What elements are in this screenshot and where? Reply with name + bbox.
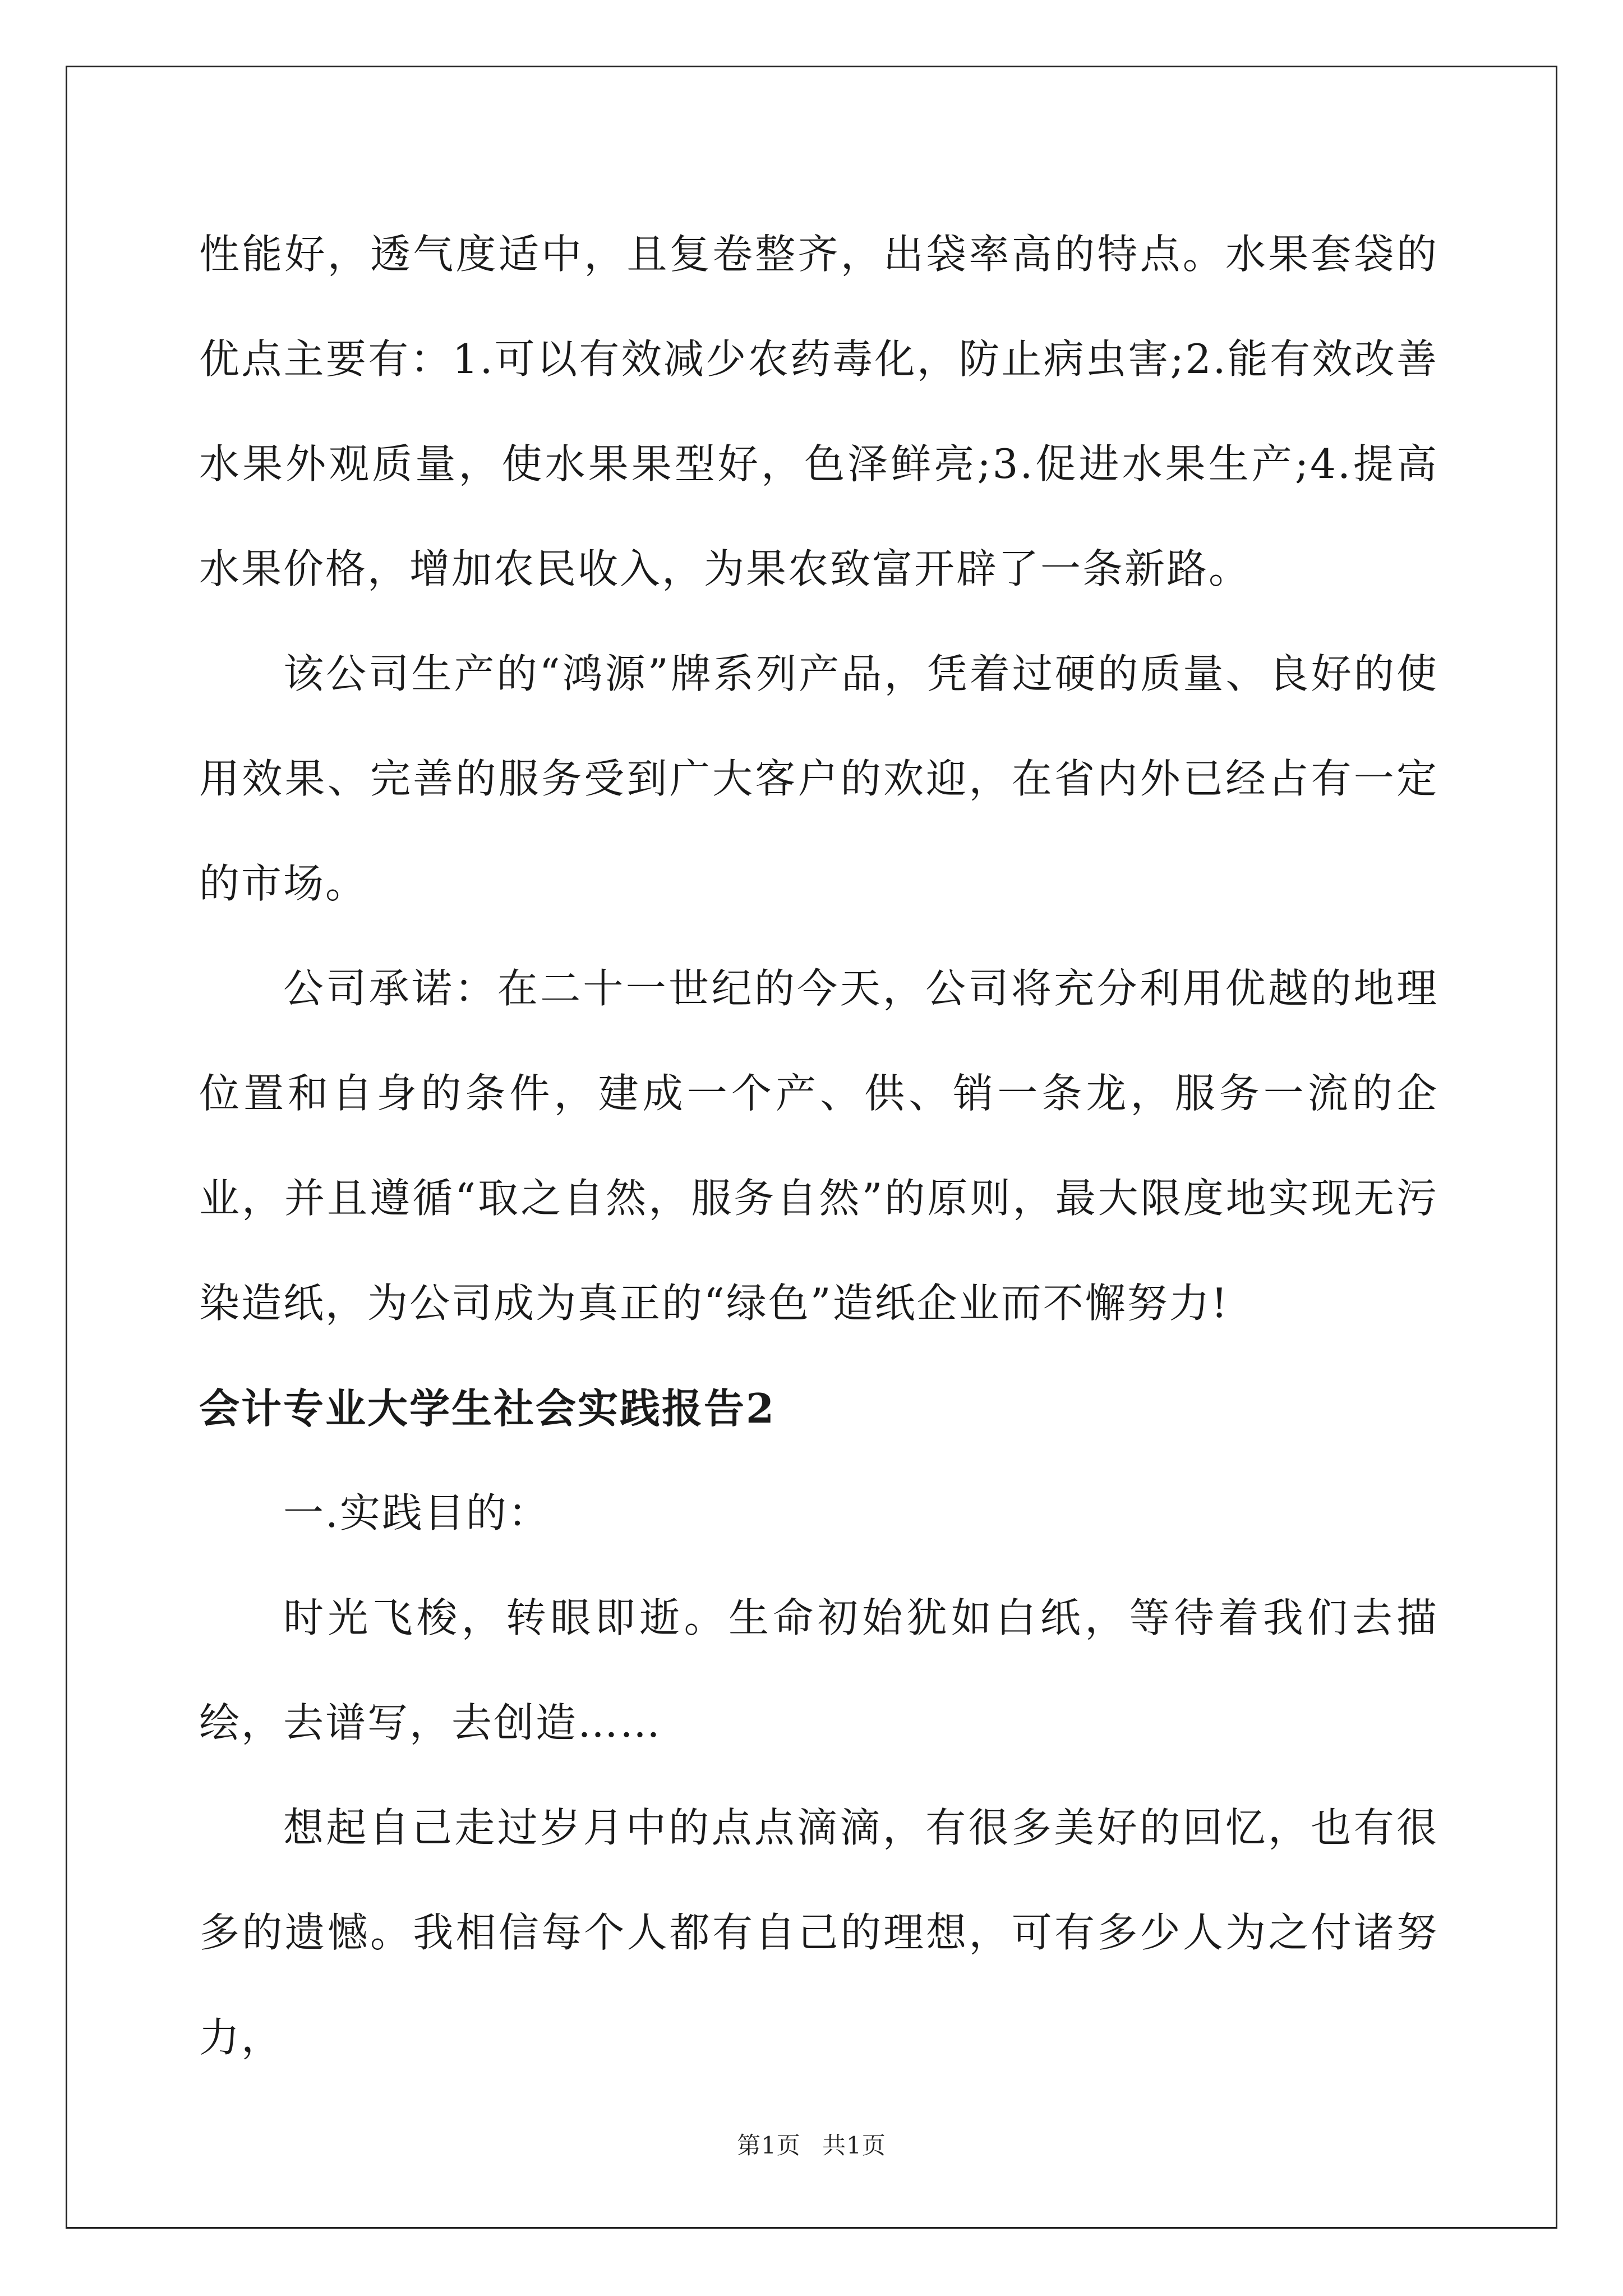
paragraph-1: 性能好，透气度适中，且复卷整齐，出袋率高的特点。水果套袋的优点主要有：1.可以有效减少农药毒化，防止病虫害;2.能有效改善水果外观质量，使水果果型好，色泽鲜亮;3.促进水果生产;4.提高水果价格，增加农民收入，为果农致富开辟了一条新路。 (199, 231, 1438, 592)
paragraph-3: 公司承诺：在二十一世纪的今天，公司将充分利用优越的地理位置和自身的条件，建成一个产、供、销一条龙，服务一流的企业，并且遵循“取之自然，服务自然”的原则，最大限度地实现无污染造纸，为公司成为真正的“绿色”造纸企业而不懈努力! (199, 965, 1438, 1327)
paragraph-4: 一.实践目的： (283, 1489, 550, 1536)
page-total: 共1页 (822, 2132, 886, 2159)
section-heading: 会计专业大学生社会实践报告2 (199, 1384, 776, 1432)
paragraph-2: 该公司生产的“鸿源”牌系列产品，凭着过硬的质量、良好的使用效果、完善的服务受到广大客户的欢迎，在省内外已经占有一定的市场。 (199, 650, 1438, 907)
page-footer (0, 2127, 1623, 2161)
document-body (199, 202, 1438, 2090)
paragraph-5: 时光飞梭，转眼即逝。生命初始犹如白纸，等待着我们去描绘，去谱写，去创造…… (199, 1594, 1438, 1746)
paragraph-6: 想起自己走过岁月中的点点滴滴，有很多美好的回忆，也有很多的遗憾。我相信每个人都有自己的理想，可有多少人为之付诸努力， (199, 1804, 1438, 2061)
page-number: 第1页 (737, 2132, 801, 2159)
